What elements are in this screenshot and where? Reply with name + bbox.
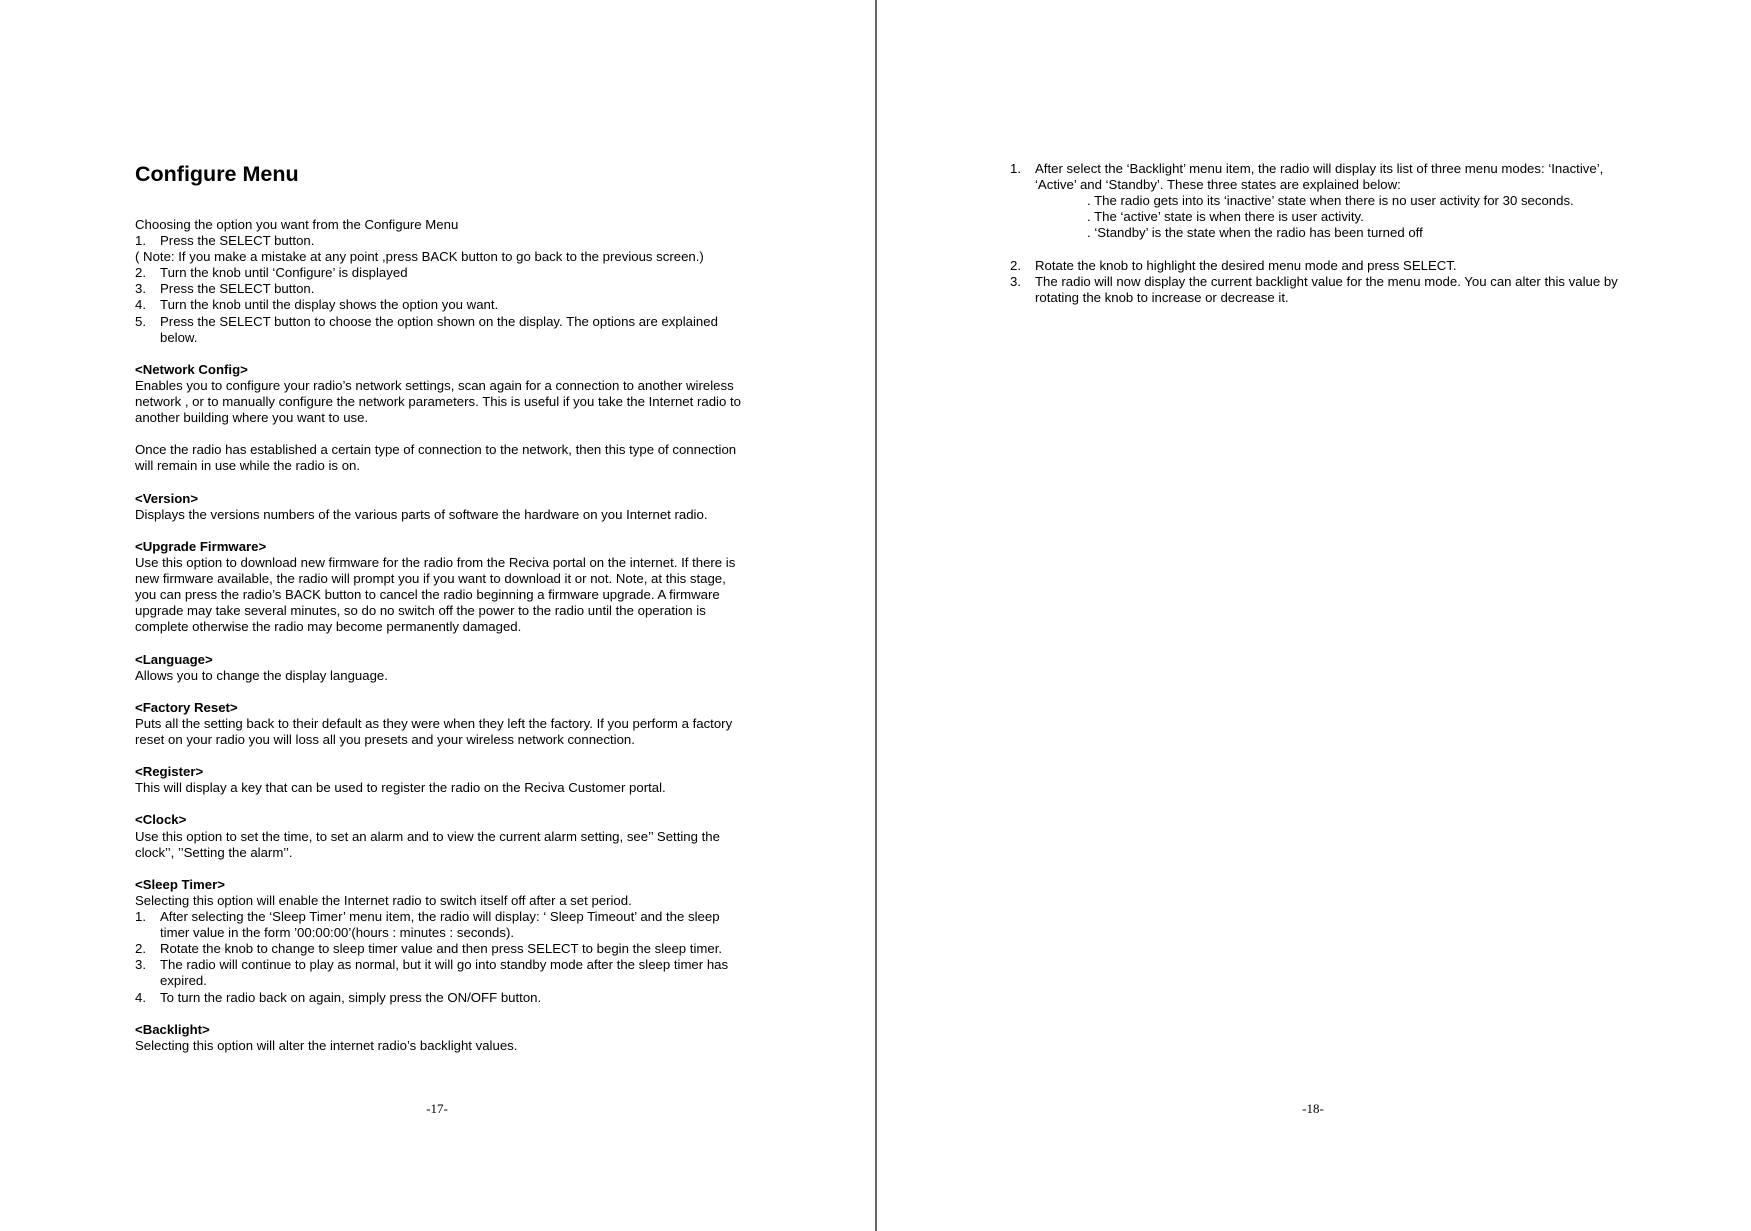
section-heading-sleep-timer: <Sleep Timer> [135, 876, 225, 892]
list-item: 2. Rotate the knob to change to sleep timer value and then press SELECT to begin the sleep timer. [135, 941, 723, 957]
page-17-content [135, 160, 745, 1054]
list-item: 4. To turn the radio back on again, simply press the ON/OFF button. [135, 989, 542, 1005]
page-title: Configure Menu [135, 162, 299, 186]
list-item: 3. The radio will now display the current backlight value for the menu mode. You can alter this value by rotating the knob to increase or decrease it. [1010, 273, 1618, 305]
backlight-state-line: . The radio gets into its ‘inactive’ state when there is no user activity for 30 seconds. [1087, 193, 1574, 209]
note-text: ( Note: If you make a mistake at any point ,press BACK button to go back to the previous screen.) [135, 249, 704, 265]
section-heading-language: <Language> [135, 651, 213, 667]
list-item: 2. Turn the knob until ‘Configure’ is displayed [135, 265, 408, 281]
language-paragraph: Allows you to change the display language. [135, 667, 388, 683]
section-heading-network: <Network Config> [135, 361, 248, 377]
page-number-18: -18- [1302, 1101, 1324, 1116]
list-item: 1. After selecting the ‘Sleep Timer’ menu item, the radio will display: ‘ Sleep Timeout’ and the sleep timer value in the form ’00:00:00’(hours : minutes : seconds). [135, 909, 720, 941]
section-heading-backlight: <Backlight> [135, 1021, 210, 1037]
list-item: 3. The radio will continue to play as normal, but it will go into standby mode after the sleep timer has expired. [135, 957, 729, 989]
upgrade-paragraph: Use this option to download new firmware for the radio from the Reciva portal on the internet. If there is new firmware available, the radio will prompt you if you want to download it or not. Note, at this stage, you can press the radio’s BACK button to cancel the radio beginning a firmware upgrade. A firmware upgrade may take several minutes, so do no switch off the power to the radio until the operation is complete otherwise the radio may become permanently damaged. [135, 554, 736, 635]
sleep-timer-intro: Selecting this option will enable the Internet radio to switch itself off after a set period. [135, 892, 632, 908]
list-item: 4. Turn the knob until the display shows the option you want. [135, 297, 499, 313]
network-paragraph-2: Once the radio has established a certain type of connection to the network, then this type of connection will remain in use while the radio is on. [135, 442, 737, 474]
list-item: 1. After select the ‘Backlight’ menu item, the radio will display its list of three menu modes: ‘Inactive’, ‘Active’ and ‘Standby’. These three states are explained below: [1010, 161, 1604, 193]
register-paragraph: This will display a key that can be used to register the radio on the Reciva Customer portal. [135, 780, 666, 796]
version-paragraph: Displays the versions numbers of the various parts of software the hardware on you Internet radio. [135, 506, 708, 522]
backlight-paragraph: Selecting this option will alter the internet radio’s backlight values. [135, 1037, 518, 1053]
list-item: 2. Rotate the knob to highlight the desired menu mode and press SELECT. [1010, 257, 1457, 273]
clock-paragraph: Use this option to set the time, to set an alarm and to view the current alarm setting, see’’ Setting the clock’’, ’’Setting the alarm’’. [135, 828, 720, 860]
factory-reset-paragraph: Puts all the setting back to their default as they were when they left the factory. If you perform a factory reset on your radio you will loss all you presets and your wireless network connection. [135, 715, 733, 747]
page-17 [0, 0, 875, 1231]
page-18 [877, 0, 1751, 1231]
section-heading-register: <Register> [135, 764, 204, 780]
intro-text: Choosing the option you want from the Configure Menu [135, 217, 459, 232]
section-heading-clock: <Clock> [135, 812, 187, 828]
list-item: 1. Press the SELECT button. [135, 233, 315, 249]
page-18-content [1010, 161, 1630, 306]
backlight-state-line: . The ‘active’ state is when there is user activity. [1087, 209, 1364, 225]
section-heading-version: <Version> [135, 490, 199, 506]
list-item: 3. Press the SELECT button. [135, 281, 315, 297]
list-item: 5. Press the SELECT button to choose the option shown on the display. The options are explained below. [135, 313, 718, 345]
network-paragraph: Enables you to configure your radio’s network settings, scan again for a connection to another wireless network , or to manually configure the network parameters. This is useful if you take the Internet radio to another building where you want to use. [135, 377, 741, 426]
section-heading-factory-reset: <Factory Reset> [135, 699, 238, 715]
backlight-state-line: . ‘Standby’ is the state when the radio has been turned off [1087, 225, 1423, 241]
section-heading-upgrade: <Upgrade Firmware> [135, 538, 267, 554]
page-number-17: -17- [426, 1101, 448, 1116]
